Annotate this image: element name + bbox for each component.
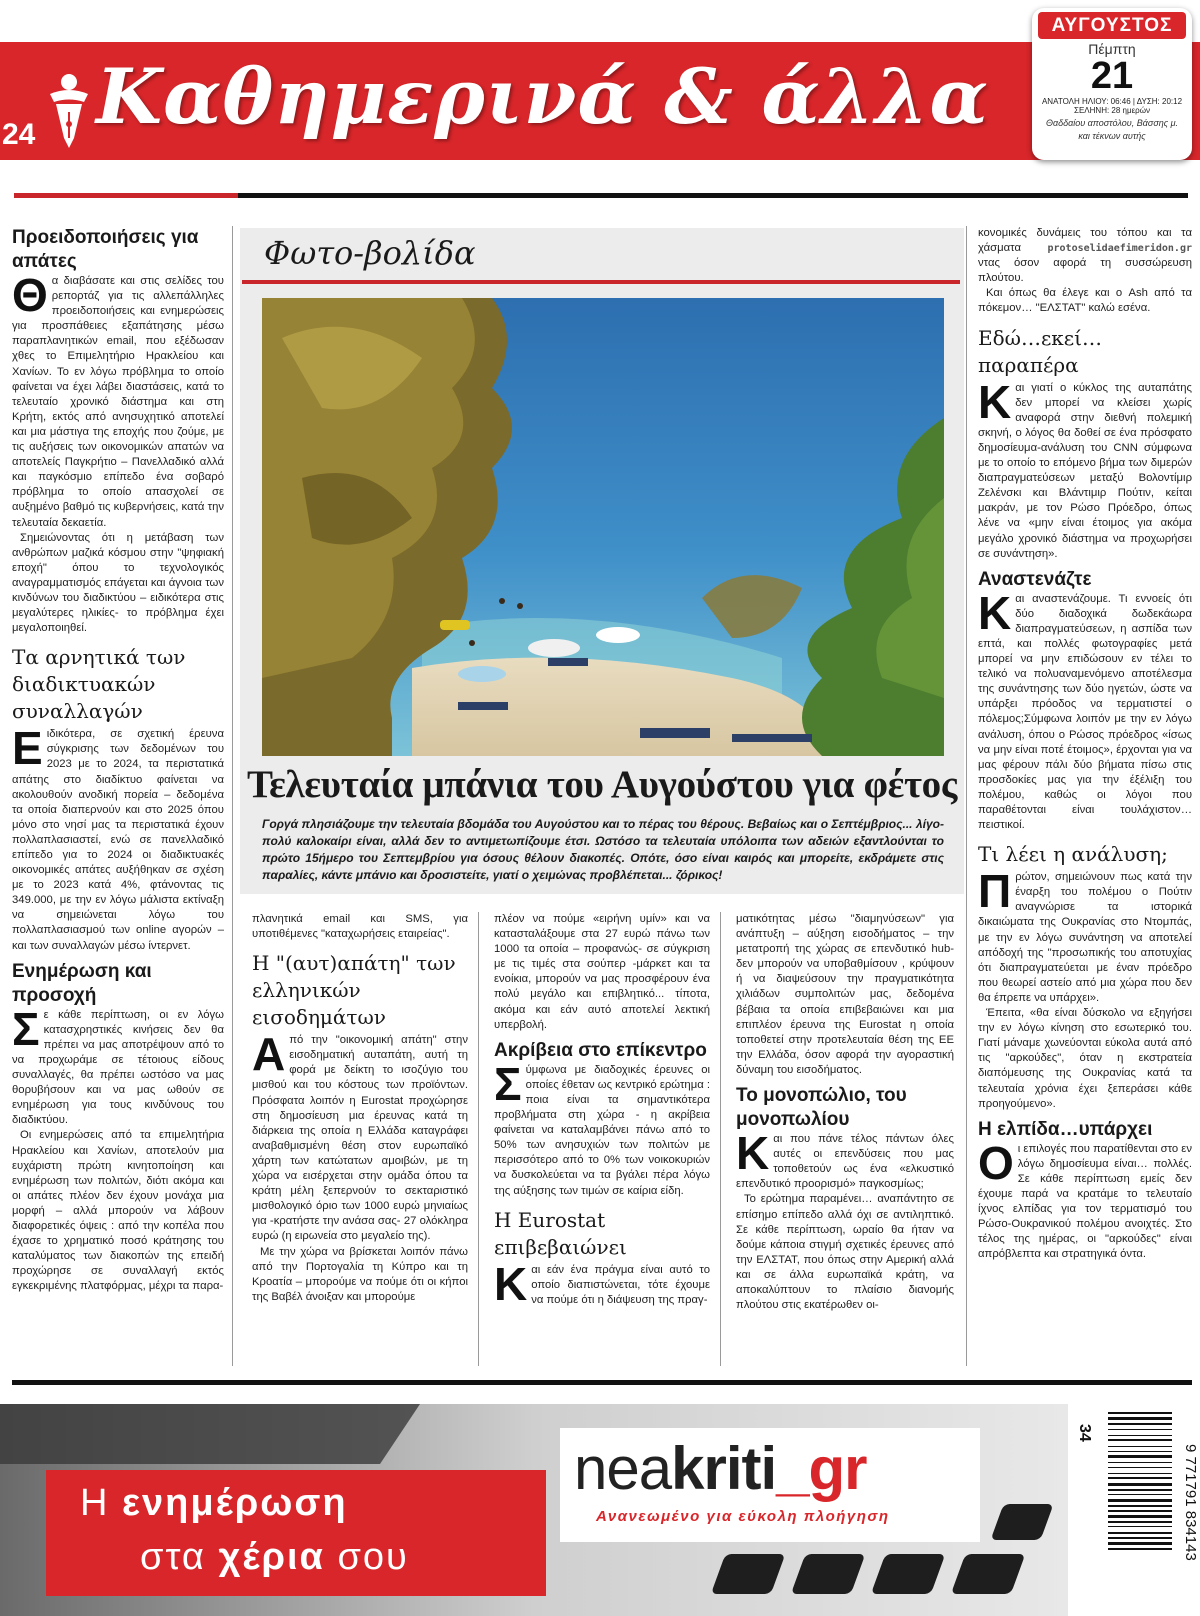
header-rule-black bbox=[238, 193, 1188, 198]
barcode-bar bbox=[1108, 1499, 1172, 1502]
paragraph: Και εάν ένα πράγμα είναι αυτό το οποίο διαπιστώνεται, τότε έχουμε να πούμε ότι η διάψευση της πραγ- bbox=[494, 1257, 710, 1310]
column-divider bbox=[232, 226, 233, 1366]
drop-cap: Κ bbox=[736, 1127, 770, 1180]
barcode-bar bbox=[1108, 1473, 1172, 1474]
paragraph: Σε κάθε περίπτωση, οι εν λόγω κατασχρηστικές κινήσεις δεν θα πρέπει να μας αποτρέψουν από το να προχωράμε σε τέτοιους είδους συναλλαγές, θα πρέπει ωστόσο να μας θορυβήσουν και να μας ωθούν σε ενημέρωση για τους κινδύνους του διαδικτύου. bbox=[12, 1002, 224, 1127]
drop-cap: Π bbox=[978, 865, 1012, 918]
date-day-number: 21 bbox=[1090, 55, 1134, 97]
center-column-2 bbox=[494, 912, 710, 1366]
heading-monopoly: Το μονοπώλιο, του μονοπωλίου bbox=[736, 1085, 907, 1131]
heading-scam-warnings: Προειδοποιήσεις για απάτες bbox=[12, 227, 199, 272]
ad-slogan-line-2: στα χέρια σου bbox=[140, 1536, 409, 1578]
masthead-title: Καθημερινά & άλλα bbox=[96, 52, 989, 141]
barcode-bar bbox=[1108, 1521, 1172, 1523]
beach-photo bbox=[262, 298, 944, 756]
ad-tagline: Ανανεωμένο για εύκολη πλοήγηση bbox=[596, 1508, 890, 1525]
heading-here-there: Εδώ…εκεί… παραπέρα bbox=[978, 325, 1103, 377]
paragraph: Έπειτα, «θα είναι δύσκολο να εξηγήσει την εν λόγω κίνηση στο εσωτερικό του. Γιατί μάναμε χωνεύονται εύκολα αυτά από τις "αρκούδες", όταν η εκστρατεία διαπόμευσης της Ουκρανίας κατά τα τελευταία χρόνια έχει ξεπεράσει κάθε προηγούμενο». bbox=[978, 1007, 1192, 1110]
drop-cap: Θ bbox=[12, 269, 48, 321]
name-day: Θαδδαίου αποστόλου, Βάσσης μ. και τέκνων αυτής bbox=[1045, 118, 1179, 141]
barcode-bar bbox=[1108, 1462, 1172, 1463]
neakriti-logo[interactable]: neakriti_gr bbox=[574, 1435, 867, 1502]
heading-negative-online: Τα αρνητικά των διαδικτυακών συναλλαγών bbox=[12, 645, 186, 724]
barcode-bar bbox=[1108, 1477, 1172, 1479]
paragraph: Και όπως θα έλεγε και ο Ash από τα πόκεμον… "ΕΛΣΤΑΤ" καλώ εσένα. bbox=[978, 287, 1192, 315]
barcode-icon bbox=[1068, 1404, 1200, 1616]
paragraph: Σύμφωνα με διαδοχικές έρευνες οι οποίες έθεταν ως κεντρικό ερώτημα : ποια είναι τα σημαντικότερα προβλήματα στη χώρα - η ακρίβεια φαίνεται να καταλαμβάνει πάνω από το 50% των ανησυχιών των πολιτών με περισσότερο από το 0% των νοικοκυριών να δυσκολεύεται να τα βγάλει πέρα λόγω της αύξησης των τιμών σε καίρια είδη. bbox=[494, 1057, 710, 1197]
center-column-1 bbox=[252, 912, 468, 1366]
paragraph: Οι ενημερώσεις από τα επιμελητήρια Ηρακλείου και Χανίων, αποτελούν μια ευχάριστη πρώτη κινητοποίηση και ενημέρωση των πολιτών, διότι ακόμα και οι απάτες πλέον δεν έχουν μονάχα μια μορφή – αλλά μπορούν να λάβουν διαφορετικές όψεις : από την κοπέλα που έχασε το χρηματικό ποσό κράτησης του καταλύματος των διακοπών της επειδή προχώρησε σε συναλλαγή εκτός εγκεκριμένης πλατφόρμας, μέχρι τα παρα- bbox=[12, 1129, 224, 1293]
column-divider bbox=[478, 912, 479, 1366]
heading-income-illusion: Η "(αυτ)απάτη" των ελληνικών εισοδημάτων bbox=[252, 951, 456, 1030]
barcode-bar bbox=[1108, 1515, 1172, 1518]
feature-kicker: Φωτο-βολίδα bbox=[264, 234, 476, 272]
paragraph: Και αναστενάζουμε. Τι εννοείς ότι δύο διαδοχικά δωδεκάωρα διαπραγματεύσεων, η ασπίδα των επτά, και πολλές φωτογραφίες μετά μπορεί να μην επιδώσουν εν τέλει το τελικό να πολυαναμενόμενο αποτέλεσμα της συνάντησης των δύο ηγετών, ώστε να υπάρξει πρόοδος να τερματιστεί ο πόλεμος;Σύμφωνα λοιπόν με την εν λόγω ανάλυση, όπου ο Ρώσος πρόεδρος «ίσως να μην είναι ποτέ έτοιμος», έρχονται για να μας φέρουν πάλι δύο βήματα πίσω στις προσδοκίες μας για την έξέλιξη του πολέμου, καθώς οι λόγοι που παραθέτονται είναι τουλάχιστον… πειστικοί. bbox=[978, 586, 1192, 832]
barcode-bar bbox=[1108, 1548, 1172, 1550]
barcode-bar bbox=[1108, 1537, 1172, 1539]
barcode-bar bbox=[1108, 1446, 1172, 1447]
paragraph: Με την χώρα να βρίσκεται λοιπόν πάνω από την Πορτογαλία τη Κύπρο και τη Κροατία – μπορούμε να πούμε ότι οι κήποι της Βαβέλ άνοιξαν και μπορούμε bbox=[252, 1245, 468, 1303]
heading-analysis: Τι λέει η ανάλυση; bbox=[978, 842, 1168, 867]
heading-awareness: Ενημέρωση και προσοχή bbox=[12, 960, 152, 1006]
drop-cap: Σ bbox=[494, 1057, 522, 1110]
fountain-pen-icon bbox=[44, 72, 94, 150]
heading-sigh: Αναστενάζτε bbox=[978, 568, 1092, 590]
barcode-bar bbox=[1108, 1435, 1172, 1436]
page-header bbox=[0, 0, 1200, 190]
paragraph: Θα διαβάσατε και στις σελίδες του ρεπορτάζ για τις αλλεπάλληλες προειδοποιήσεις και ενημερώσεις για προσπάθειες εξαπάτησης μέσω παραπλανητικών email, που εξέδωσαν χθες το Επιμελητήριο Ηρακλείου και Χανίων. Το εν λόγω πρόβλημα το οποίο φαίνεται να έχει λάβει διαστάσεις, κατά το τελευταίο χρονικό διάστημα και στη Κρήτη, εκτός από ανησυχητικό αποτελεί και μια μάστιγα της εποχής που ζούμε, με τις αυξήσεις των οικονομικών απατών να αποτελείς Παγκρήτιο – Πανελλαδικό αλλά και παγκόσμιο επίπεδο ένα σοβαρό πρόβλημα το οποίο απασχολεί σε αυξημένο βαθμό τις κυβερνήσεις, κατά την τελευταία δεκαετία. bbox=[12, 269, 224, 529]
beach-illustration bbox=[262, 298, 944, 756]
drop-cap: Σ bbox=[12, 1002, 40, 1055]
date-weekday: Πέμπτη bbox=[1088, 41, 1136, 57]
feature-rule bbox=[242, 280, 960, 284]
barcode-bar bbox=[1108, 1451, 1172, 1452]
barcode-bar bbox=[1108, 1467, 1172, 1468]
date-box bbox=[1032, 8, 1192, 160]
paragraph: Πρώτον, σημειώνουν πως κατά την έναρξη του πολέμου ο Πούτιν αναγνώρισε τα ιστορικά δικαιώματα της Ουκρανίας στο Ντομπάς, με την εν λόγω συνάντηση να αποτελεί απόδοχή της "προσωπικής του αποτυχίας ότι διαπραγματεύεται με έναν πρόεδρο που θεωρεί αστείο από μια χώρα που δεν θα έπρεπε να υπάρχει». bbox=[978, 865, 1192, 1004]
paragraph: Και γιατί ο κύκλος της αυταπάτης δεν μπορεί να κλείσει χωρίς αναφορά στην διεθνή πολεμική σκηνή, ο λόγος θα δοθεί σε ένα πρόσφατο δημοσίευμα-ανάλυση του CNN σύμφωνα με το οποίο το επόμενο βήμα των διμερών διαπραγματεύσεων μεταξύ Βολοντίμιρ Ζελένσκι και Βλάντιμιρ Πούτιν, κείται μακράν, με τον Ρώσο Πρόεδρο, όπως λένε να «μην είναι έτοιμος για ακόμα μεγάλο χρονικό διάστημα να προχωρήσει σε συνάντηση». bbox=[978, 375, 1192, 560]
drop-cap: Κ bbox=[978, 375, 1012, 428]
drop-cap: Ε bbox=[12, 722, 43, 775]
barcode-bar bbox=[1108, 1532, 1172, 1534]
barcode-bar bbox=[1108, 1412, 1172, 1414]
heading-high-prices: Ακρίβεια στο επίκεντρο bbox=[494, 1039, 707, 1061]
drop-cap: Α bbox=[252, 1028, 286, 1081]
barcode-bar bbox=[1108, 1510, 1172, 1512]
page-number: 24 bbox=[2, 118, 36, 151]
ad-slogan-line-1: Η ενημέρωση bbox=[80, 1482, 348, 1524]
header-rule-red bbox=[14, 193, 238, 198]
barcode-bar bbox=[1108, 1429, 1172, 1430]
column-divider bbox=[966, 226, 967, 1366]
paragraph: κονομικές δυνάμεις του τόπου και τα χάσματα protoselidaefimeridon.gr ντας όσον αφορά τη συσσώρευση πλούτου. bbox=[978, 227, 1192, 285]
footer-rule bbox=[12, 1380, 1192, 1385]
barcode-bar bbox=[1108, 1526, 1172, 1527]
barcode-bar bbox=[1108, 1483, 1172, 1486]
heading-hope: Η ελπίδα…υπάρχει bbox=[978, 1118, 1153, 1140]
center-column-3 bbox=[736, 912, 954, 1366]
barcode-number: 9 771791 834143 bbox=[1182, 1444, 1199, 1561]
feature-headline: Τελευταία μπάνια του Αυγούστου για φέτος bbox=[247, 763, 957, 806]
right-column bbox=[978, 226, 1192, 1366]
moon-age: ΣΕΛΗΝΗ: 28 ημερών bbox=[1074, 106, 1150, 115]
heading-eurostat-confirms: Η Eurostat επιβεβαιώνει bbox=[494, 1207, 627, 1259]
paragraph: πλέον να πούμε «ειρήνη υμίν» και να κατασταλάξουμε στα 27 ευρώ πάνω των 1000 τα οποία – προφανώς- σε σύγκριση με τις τιμές στα σούπερ -μάρκετ και τα ενοίκια, μπορούν να μας προσφέρουν ένα πολύ μεγάλο και επιβλητικό... τίποτα, ακόμα και εάν αυτό αποτελεί λεκτική υπερβολή. bbox=[494, 913, 710, 1031]
sunrise-sunset: ΑΝΑΤΟΛΗ ΗΛΙΟΥ: 06:46 | ΔΥΣΗ: 20:12 bbox=[1041, 97, 1183, 106]
barcode-bar bbox=[1108, 1505, 1172, 1507]
paragraph: Το ερώτημα παραμένει… αναπάντητο σε επίσημο επίπεδο αλλά όχι σε αντιληπτικό. Σε κάθε περίπτωση, ωραίο θα ήταν να δούμε κάποια στιγμή σχετικές έρευνες από την ΕΛΣΤΑΤ, που όπως στην Αμερική αλλά και σε άλλα ευρωπαϊκά κράτη, να αποκαλύπτουν το πλαίσιο διανομής πλούτου στις εκατέρωθεν οι- bbox=[736, 1193, 954, 1312]
drop-cap: Κ bbox=[494, 1257, 528, 1310]
issue-number: 34 bbox=[1076, 1424, 1093, 1442]
date-month: ΑΥΓΟΥΣΤΟΣ bbox=[1038, 12, 1186, 39]
paragraph: Οι επιλογές που παρατίθενται στο εν λόγω δημοσίευμα είναι… πολλές. Σε κάθε περίπτωση εμείς δεν έχουμε παρά να κρατάμε το τελευταίο ίχνος ελπίδας για τον τερματισμό του Ρώσο-Ουκρανικού πολέμου ανοιχτές. Στο τέλος της ημέρας, οι "αρκούδες" είναι απρόβλεπτα και στρατηγικά όντα. bbox=[978, 1136, 1192, 1261]
advertisement[interactable] bbox=[0, 1404, 1200, 1616]
paragraph: ματικότητας μέσω "διαμηνύσεων" για ανάπτυξη – αύξηση εισοδήματος – την μετατροπή της χώρας σε επενδυτικό hub- δεν μπορούν να υποβαθμίσουν , κρύψουν ή να διαψεύσουν την πραγματικότητα χιλιάδων συμπολιτών μας, δεδομένα βέβαια τα οποία επιβεβαιώνει και μια επιπλέον έρευνα της Eurostat η οποία τοποθετεί στην προτελευταία θέση της ΕΕ την Ελλάδα, όσον αφορά την αγοραστική δύναμη του εισοδήματος. bbox=[736, 913, 954, 1076]
barcode-bar bbox=[1108, 1542, 1172, 1545]
paragraph: Σημειώνοντας ότι η μετάβαση των ανθρώπων μαζικά κόσμου στην "ψηφιακή εποχή" όπου το τεχνολογικός αναγραμματισμός επάγεται και άγνοια των κινδύνων του διαδικτύου – ειδικότερα στις μεγαλύτερες ηλικίες- το πρόβλημα έχει μεγαλοποιηθεί. bbox=[12, 531, 224, 635]
drop-cap: Ο bbox=[978, 1136, 1014, 1189]
feature-lead: Γοργά πλησιάζουμε την τελευταία βδομάδα του Αυγούστου και το πέρας του θέρους. Βεβαίως και ο Σεπτέμβριος... λίγο-πολύ καλοκαίρι είναι, αλλά δεν το αντιμετωπίζουμε έτσι. Ωστόσο τα τελευταία υπόλοιπα των αδειών εξαντλούνται το πρώτο 15ήμερο του Σεπτεμβρίου για όσους θέλουν διακοπές. Οπότε, όσο είναι καιρός και μπορείτε, εκδράμετε στις παραλίες, κάντε μπάνιο και δροσιστείτε, γιατί ο χειμώνας προβλέπεται... ζόρικος! bbox=[262, 817, 944, 882]
barcode-bar bbox=[1108, 1455, 1172, 1458]
column-divider bbox=[720, 912, 721, 1366]
feature-photo-box bbox=[240, 228, 964, 894]
drop-cap: Κ bbox=[978, 586, 1012, 639]
barcode-bar bbox=[1108, 1494, 1172, 1495]
paragraph: Ειδικότερα, σε σχετική έρευνα σύγκρισης των δεδομένων του 2023 με το 2024, τα περιστατικά απάτης στο διαδίκτυο φαίνεται να ακολουθούν ανοδική πορεία – δεδομένα τα οποία διαπερνούν και στο 2025 όπου μόνο στο νησί μας τα περιστατικά έχουν πολλαπλασιαστεί, ενώ σε πανελλαδικό επίπεδο για το 2024 οι διαδικτυακές οικονομικές απάτες αυξήθηκαν σε σχέση με το 2023 κατά 4%, φτάνοντας τις 349.000, με την εν λόγω μάλιστα εκτίναξη να σημειώνεται λόγω του πολλαπλασιασμού των online αγορών – και των συναλλαγών μέσω ίντερνετ. bbox=[12, 722, 224, 952]
left-column bbox=[12, 226, 224, 1366]
paragraph: Από την "οικονομική απάτη" στην εισοδηματική αυταπάτη, αυτή τη φορά με δείκτη το ισοζύγιο του μισθού και του κόστους των προϊόντων. Πρόσφατα λοιπόν η Eurostat προχώρησε στη δημοσίευση μια έρευνας κατά τη διάρκεια της οποία η Ελλάδα καταγράφει αναβαθμισμένη θέση στον ευρωπαϊκό χάρτη των κατώτατων αμοιβών, με τη χώρα να εισέρχεται στην ομάδα όπου τα κράτη μέλη ξεπερνούν το σεκταριστικό μισθολογικό όριο των 1000 ευρώ μηνιαίως για -κρατήστε την ανάσα σας- 27 ολόκληρα ευρώ (η ειρωνεία στο μεγαλείο της). bbox=[252, 1028, 468, 1243]
barcode-bar bbox=[1108, 1423, 1172, 1425]
barcode-bar bbox=[1108, 1417, 1172, 1420]
paragraph: Και που πάνε τέλος πάντων όλες αυτές οι επενδύσεις που μας τοποθετούν ως ένα «ελκυστικό επενδυτικό προορισμό» παγκοσμίως; bbox=[736, 1127, 954, 1191]
paragraph: πλανητικά email και SMS, για υποτιθέμενες "καταχωρήσεις εταιρείας". bbox=[252, 913, 468, 941]
watermark: protoselidaefimeridon.gr bbox=[1047, 243, 1192, 255]
barcode-bar bbox=[1108, 1489, 1172, 1491]
barcode-bar bbox=[1108, 1439, 1172, 1441]
barcode bbox=[1068, 1404, 1200, 1616]
